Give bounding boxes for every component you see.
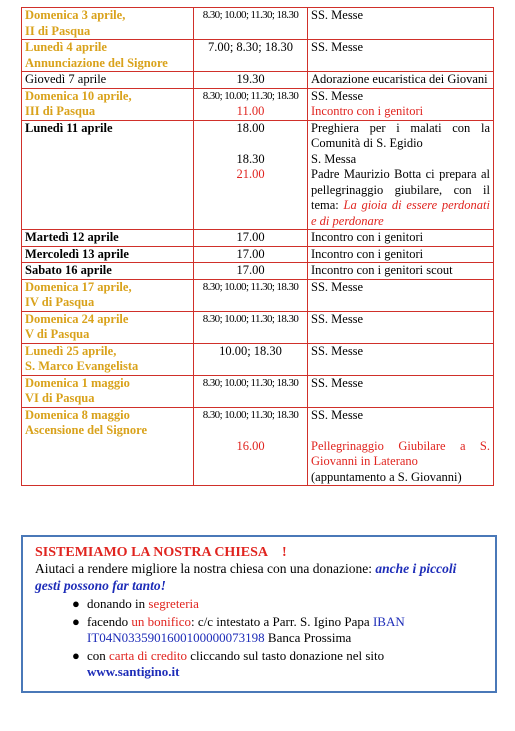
event-line: SS. Messe <box>311 375 364 390</box>
schedule-time <box>194 311 308 343</box>
event-line: Pellegrinaggio Giubilare a S. Giovanni in Laterano <box>311 438 490 468</box>
schedule-event <box>308 120 494 230</box>
event-line: SS. Messe <box>311 407 364 422</box>
schedule-day-line: Domenica 10 aprile, <box>25 88 132 103</box>
schedule-event <box>308 263 494 280</box>
schedule-day <box>22 375 194 407</box>
time-line: 8.30; 10.00; 11.30; 18.30 <box>202 89 299 102</box>
schedule-time <box>194 343 308 375</box>
time-line: 8.30; 10.00; 11.30; 18.30 <box>202 408 299 421</box>
schedule-event <box>308 230 494 247</box>
schedule-day <box>22 8 194 40</box>
event-line: Preghiera per i malati con la Comunità di S. Egidio <box>311 120 490 150</box>
event-line: SS. Messe <box>311 311 364 326</box>
schedule-time <box>194 375 308 407</box>
schedule-event <box>308 40 494 72</box>
schedule-time <box>194 40 308 72</box>
schedule-day-line: Lunedì 25 aprile, <box>25 343 117 358</box>
donation-box <box>21 535 497 693</box>
schedule-row <box>22 72 494 89</box>
schedule-time <box>194 230 308 247</box>
bullet-icon: ● <box>72 596 80 611</box>
schedule-event <box>308 343 494 375</box>
schedule-event <box>308 375 494 407</box>
schedule-day-line: IV di Pasqua <box>25 295 95 309</box>
time-line: 21.00 <box>236 167 265 181</box>
event-line: (appuntamento a S. Giovanni) <box>311 469 462 484</box>
schedule-day <box>22 246 194 263</box>
schedule-day <box>22 263 194 280</box>
event-line: Incontro con i genitori <box>311 246 424 261</box>
schedule-day-line: S. Marco Evangelista <box>25 359 139 373</box>
donation-method-office: ● donando in segreteria <box>72 596 199 611</box>
schedule-day <box>22 72 194 89</box>
time-line: 11.00 <box>236 104 265 118</box>
time-line: 18.30 <box>236 151 265 166</box>
event-theme: La gioia di essere perdonati e di perdonare <box>311 198 491 228</box>
schedule-day-line: Lunedì 11 aprile <box>25 120 113 135</box>
schedule-time <box>194 8 308 40</box>
time-line: 8.30; 10.00; 11.30; 18.30 <box>202 280 299 293</box>
schedule-day <box>22 40 194 72</box>
schedule-day-line: Mercoledì 13 aprile <box>25 246 129 261</box>
schedule-row <box>22 88 494 120</box>
schedule-event <box>308 407 494 486</box>
schedule-day-line: Sabato 16 aprile <box>25 263 112 277</box>
schedule-day <box>22 88 194 120</box>
schedule-day <box>22 230 194 247</box>
schedule-day <box>22 311 194 343</box>
donation-intro-highlight: anche i piccoli gesti possono far tanto! <box>35 561 457 593</box>
schedule-row <box>22 246 494 263</box>
event-line: SS. Messe <box>311 88 364 103</box>
schedule-event <box>308 8 494 40</box>
schedule-row <box>22 40 494 72</box>
event-line: SS. Messe <box>311 40 364 54</box>
event-line: SS. Messe <box>311 343 364 358</box>
schedule-row <box>22 8 494 40</box>
schedule-time <box>194 88 308 120</box>
schedule-day <box>22 407 194 486</box>
schedule-row <box>22 279 494 311</box>
time-line: 18.00 <box>236 120 265 135</box>
time-line: 8.30; 10.00; 11.30; 18.30 <box>202 376 299 389</box>
schedule-day-line: V di Pasqua <box>25 327 90 341</box>
iban-number: IT04N0335901600100000073198 <box>87 630 265 645</box>
time-line: 7.00; 8.30; 18.30 <box>207 40 294 54</box>
schedule-time <box>194 407 308 486</box>
schedule-event <box>308 246 494 263</box>
schedule-time <box>194 279 308 311</box>
schedule-day-line: Annunciazione del Signore <box>25 55 168 70</box>
schedule-row <box>22 407 494 486</box>
schedule-day <box>22 343 194 375</box>
time-line: 16.00 <box>236 438 265 453</box>
time-line: 17.00 <box>236 246 265 261</box>
donation-method-transfer: ● facendo un bonifico: c/c intestato a Parr. S. Igino Papa IBAN IT04N0335901600100000073198 Banca Prossima <box>72 614 405 645</box>
event-line: Incontro con i genitori scout <box>311 263 453 277</box>
schedule-day-line: Giovedì 7 aprile <box>25 72 107 86</box>
time-line: 10.00; 18.30 <box>219 343 282 358</box>
schedule-table <box>21 7 494 486</box>
schedule-row <box>22 343 494 375</box>
schedule-day-line: Martedì 12 aprile <box>25 230 119 244</box>
schedule-day-line: Domenica 8 maggio <box>25 407 130 422</box>
time-line: 8.30; 10.00; 11.30; 18.30 <box>202 9 299 21</box>
bullet-icon: ● <box>72 614 80 629</box>
event-line: Incontro con i genitori <box>311 104 424 118</box>
bullet-icon: ● <box>72 648 80 663</box>
schedule-time <box>194 246 308 263</box>
event-line: Adorazione eucaristica dei Giovani <box>311 72 488 86</box>
time-line: 17.00 <box>236 263 265 277</box>
event-line: Padre Maurizio Botta ci prepara al pellegrinaggio giubilare, con il tema: La gioia di essere perdonati e di perdonare <box>311 167 491 228</box>
schedule-time <box>194 72 308 89</box>
schedule-day <box>22 120 194 230</box>
schedule-day-line: Domenica 1 maggio <box>25 375 130 390</box>
schedule-day-line: Lunedì 4 aprile <box>25 40 107 54</box>
schedule-event <box>308 72 494 89</box>
schedule-day-line: III di Pasqua <box>25 104 96 118</box>
event-line: SS. Messe <box>311 279 364 294</box>
schedule-day-line: Domenica 3 aprile, <box>25 8 126 22</box>
event-line: SS. Messe <box>311 8 364 22</box>
schedule-event <box>308 88 494 120</box>
schedule-day-line: VI di Pasqua <box>25 391 95 405</box>
schedule-event <box>308 311 494 343</box>
donation-methods-list <box>35 596 483 680</box>
schedule-day-line: Domenica 24 aprile <box>25 311 129 326</box>
time-line: 8.30; 10.00; 11.30; 18.30 <box>202 312 299 325</box>
event-line: S. Messa <box>311 151 357 166</box>
schedule-event <box>308 279 494 311</box>
schedule-time <box>194 120 308 230</box>
time-line: 17.00 <box>236 230 265 244</box>
time-line: 19.30 <box>236 72 265 86</box>
donation-intro: Aiutaci a rendere migliore la nostra chiesa con una donazione: anche i piccoli gesti possono far tanto! <box>35 561 457 593</box>
schedule-row <box>22 375 494 407</box>
schedule-day-line: Domenica 17 aprile, <box>25 279 132 294</box>
schedule-day-line: II di Pasqua <box>25 23 91 38</box>
schedule-row <box>22 311 494 343</box>
schedule-time <box>194 263 308 280</box>
donation-method-card: ● con carta di credito cliccando sul tasto donazione nel sito www.santigino.it <box>72 648 385 679</box>
schedule-row <box>22 120 494 230</box>
schedule-day <box>22 279 194 311</box>
schedule-row <box>22 230 494 247</box>
website-link[interactable]: www.santigino.it <box>87 664 180 679</box>
event-line: Incontro con i genitori <box>311 230 424 244</box>
schedule-day-line: Ascensione del Signore <box>25 423 147 437</box>
donation-title: SISTEMIAMO LA NOSTRA CHIESA ! <box>35 545 287 560</box>
schedule-row <box>22 263 494 280</box>
